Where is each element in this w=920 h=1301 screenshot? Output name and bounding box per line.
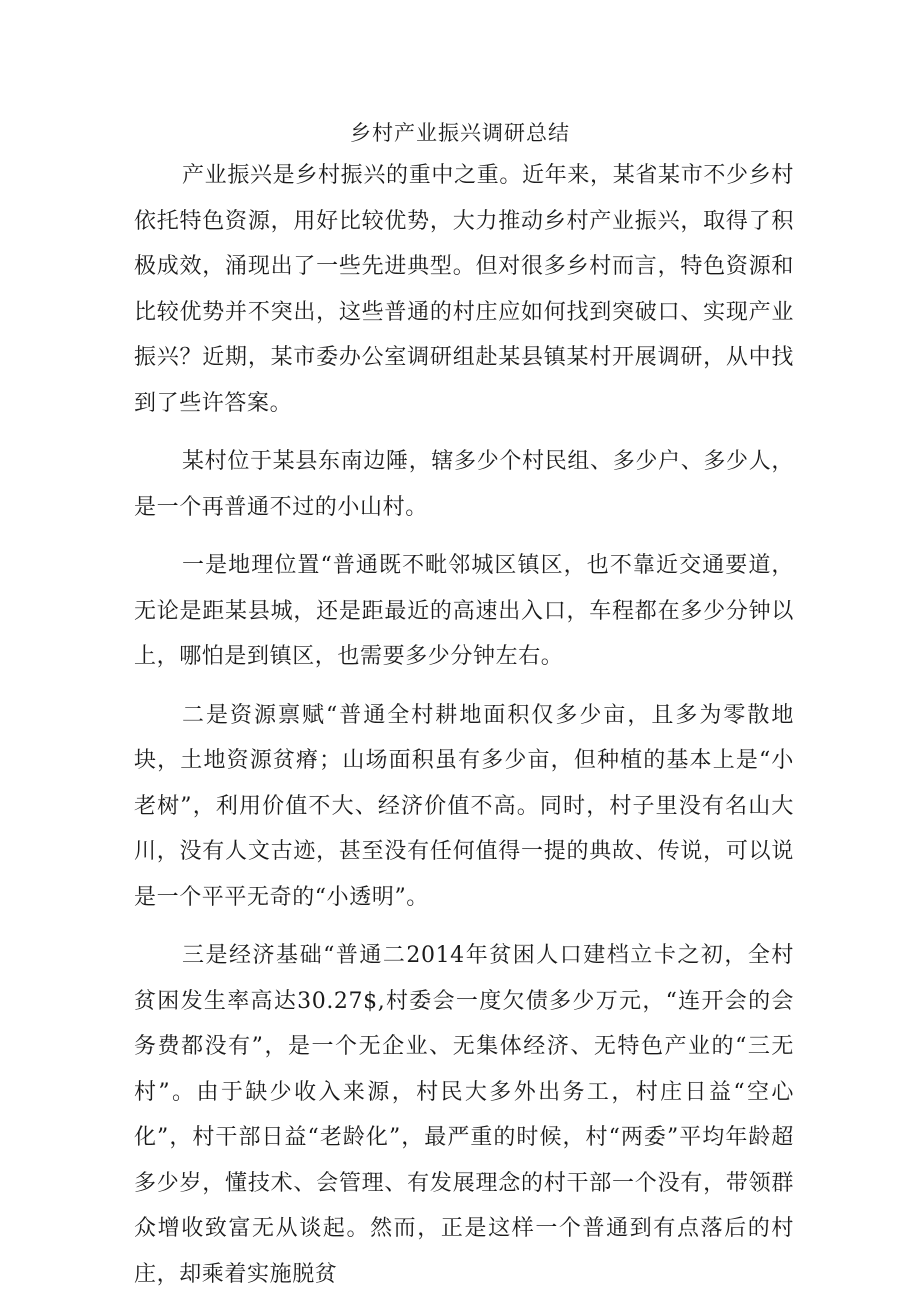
paragraph-resources: 二是资源禀赋“普通全村耕地面积仅多少亩，且多为零散地块，土地资源贫瘠；山场面积虽有多少亩，但种植的基本上是“小老树”，利用价值不大、经济价值不高。同时，村子里没有名山大川，没有人文古迹，甚至没有任何值得一提的典故、传说，可以说是一个平平无奇的“小透明”。 [134,702,794,910]
paragraph-intro: 产业振兴是乡村振兴的重中之重。近年来，某省某市不少乡村依托特色资源，用好比较优势，大力推动乡村产业振兴，取得了积极成效，涌现出了一些先进典型。但对很多乡村而言，特色资源和比较优势并不突出，这些普通的村庄应如何找到突破口、实现产业振兴？近期，某市委办公室调研组赴某县镇某村开展调研，从中找到了些许答案。 [134,163,794,416]
paragraph-village-overview: 某村位于某县东南边陲，辖多少个村民组、多少户、多少人，是一个再普通不过的小山村。 [134,449,794,520]
document-title: 乡村产业振兴调研总结 [350,121,570,145]
document-body [134,153,794,1297]
paragraph-location: 一是地理位置“普通既不毗邻城区镇区，也不靠近交通要道，无论是距某县城，还是距最近的高速出入口，车程都在多少分钟以上，哪怕是到镇区，也需要多少分钟左右。 [134,553,794,669]
paragraph-economy: 三是经济基础“普通二2014年贫困人口建档立卡之初，全村贫困发生率高达30.27$,村委会一度欠债多少万元，“连开会的会务费都没有”，是一个无企业、无集体经济、无特色产业的“三无村”。由于缺少收入来源，村民大多外出务工，村庄日益“空心化”，村干部日益“老龄化”，最严重的时候，村“两委”平均年龄超多少岁，懂技术、会管理、有发展理念的村干部一个没有，带领群众增收致富无从谈起。然而，正是这样一个普通到有点落后的村庄，却乘着实施脱贫 [134,943,794,1287]
